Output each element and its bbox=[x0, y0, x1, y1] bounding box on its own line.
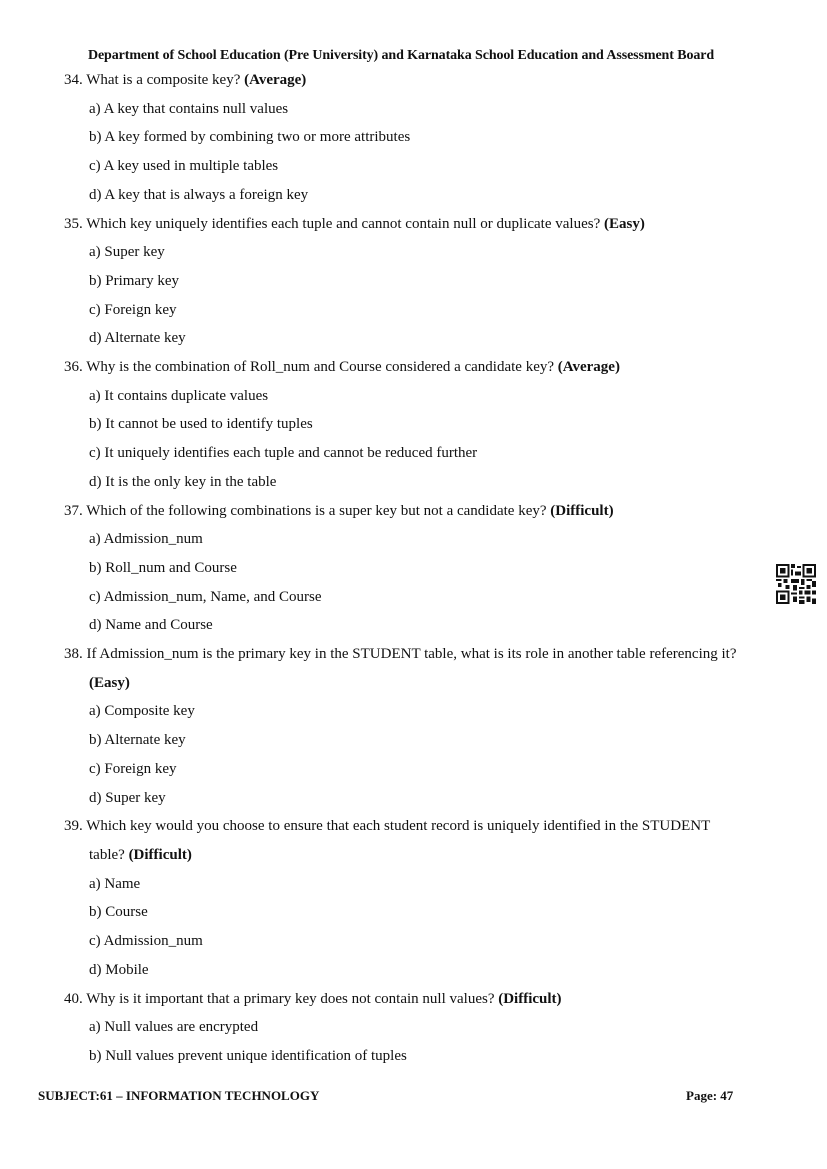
option: b) A key formed by combining two or more attributes bbox=[89, 129, 411, 146]
option: d) Alternate key bbox=[89, 330, 186, 347]
difficulty-level: (Average) bbox=[244, 72, 307, 88]
option: b) It cannot be used to identify tuples bbox=[89, 416, 313, 433]
question-number: 39. bbox=[64, 818, 83, 835]
question-number: 40. bbox=[64, 990, 83, 1007]
question-text: If Admission_num is the primary key in the STUDENT table, what is its role in another table referencing it? bbox=[86, 646, 737, 663]
option: b) Course bbox=[89, 904, 148, 921]
option: c) Foreign key bbox=[89, 301, 177, 318]
option: c) Foreign key bbox=[89, 760, 177, 777]
option: d) Name and Course bbox=[89, 617, 213, 634]
option: c) A key used in multiple tables bbox=[89, 158, 279, 175]
option: c) Admission_num, Name, and Course bbox=[89, 588, 322, 605]
question-number: 38. bbox=[64, 646, 83, 663]
question-text: Which of the following combinations is a super key but not a candidate key? bbox=[86, 502, 547, 519]
footer-subject: SUBJECT:61 – INFORMATION TECHNOLOGY bbox=[38, 1088, 320, 1103]
question-39-continued bbox=[64, 841, 816, 870]
question-39 bbox=[64, 812, 816, 841]
difficulty-level: (Difficult) bbox=[128, 846, 192, 863]
question-36 bbox=[64, 353, 816, 382]
question-number: 34. bbox=[64, 72, 83, 88]
question-text: Why is the combination of Roll_num and Course considered a candidate key? bbox=[86, 359, 555, 376]
question-text: Which key uniquely identifies each tuple and cannot contain null or duplicate values? bbox=[86, 215, 601, 232]
question-text: What is a composite key? bbox=[86, 72, 241, 88]
option: a) Composite key bbox=[89, 703, 195, 720]
option: a) Admission_num bbox=[89, 531, 203, 548]
question-38-continued bbox=[64, 669, 816, 698]
question-37 bbox=[64, 497, 816, 526]
question-38 bbox=[64, 640, 816, 669]
question-list bbox=[64, 66, 816, 1071]
difficulty-level: (Easy) bbox=[603, 215, 645, 232]
question-text-continued: table? bbox=[89, 846, 125, 863]
option: b) Alternate key bbox=[89, 732, 186, 749]
page-number: Page: 47 bbox=[686, 1088, 734, 1103]
question-number: 35. bbox=[64, 215, 83, 232]
difficulty-level: (Difficult) bbox=[498, 990, 562, 1007]
option: a) Null values are encrypted bbox=[89, 1019, 259, 1036]
option: c) Admission_num bbox=[89, 933, 203, 950]
option: a) It contains duplicate values bbox=[89, 387, 269, 404]
option: a) Super key bbox=[89, 244, 165, 261]
option: b) Roll_num and Course bbox=[89, 559, 237, 576]
difficulty-level: (Average) bbox=[557, 359, 620, 376]
option: d) It is the only key in the table bbox=[89, 473, 277, 490]
option: b) Null values prevent unique identification of tuples bbox=[89, 1047, 407, 1064]
question-text: Which key would you choose to ensure that each student record is uniquely identified in the STUDENT bbox=[86, 818, 711, 835]
option: a) A key that contains null values bbox=[89, 100, 289, 117]
option: b) Primary key bbox=[89, 272, 179, 289]
question-number: 37. bbox=[64, 502, 83, 519]
option: c) It uniquely identifies each tuple and cannot be reduced further bbox=[89, 445, 478, 462]
option: d) Mobile bbox=[89, 961, 149, 978]
page-header: Department of School Education (Pre University) and Karnataka School Education and Assessment Board bbox=[87, 48, 715, 63]
difficulty-level: (Difficult) bbox=[550, 502, 614, 519]
qr-code-icon bbox=[776, 564, 816, 604]
question-number: 36. bbox=[64, 359, 83, 376]
option: a) Name bbox=[89, 875, 141, 892]
question-text: Why is it important that a primary key does not contain null values? bbox=[86, 990, 495, 1007]
question-35 bbox=[64, 210, 816, 239]
question-40 bbox=[64, 985, 816, 1014]
question-34 bbox=[64, 66, 816, 95]
option: d) A key that is always a foreign key bbox=[89, 186, 309, 203]
difficulty-level: (Easy) bbox=[89, 674, 130, 691]
option: d) Super key bbox=[89, 789, 166, 806]
